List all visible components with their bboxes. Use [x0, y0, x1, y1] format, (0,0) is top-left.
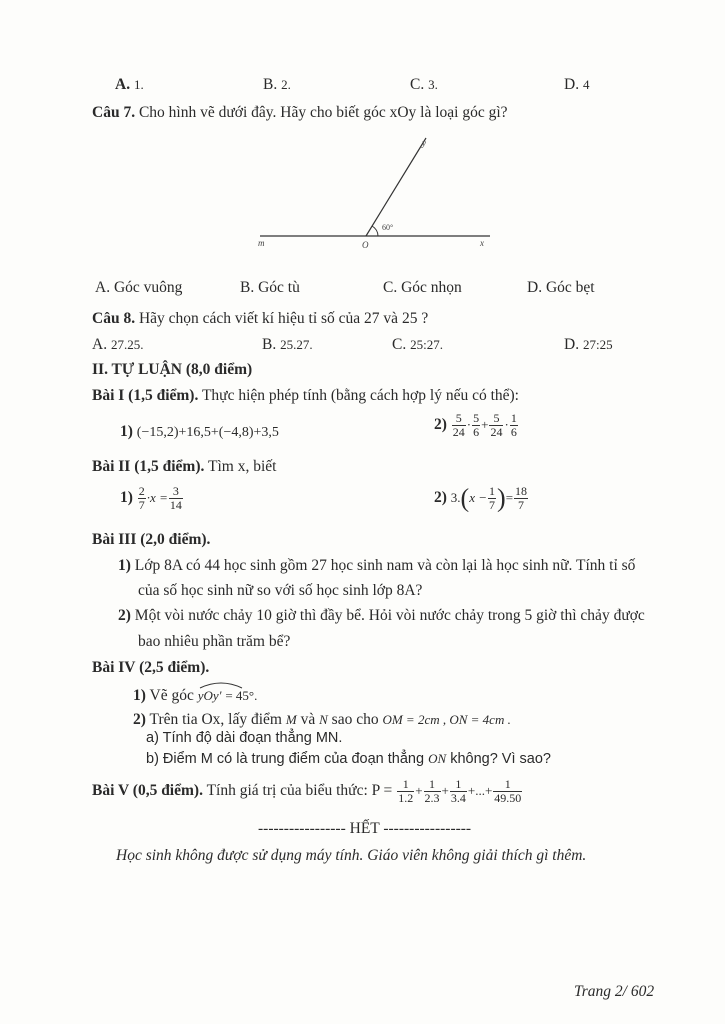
bai3-heading: Bài III (2,0 điểm).	[92, 531, 211, 548]
bai4-part1: 1) Vẽ góc yOy' = 45°.	[133, 685, 257, 705]
bai4-part2: 2) Trên tia Ox, lấy điểm M và N sao cho OM = 2cm , ON = 4cm .	[133, 711, 511, 728]
bai5: Bài V (0,5 điểm). Tính giá trị của biểu thức: P = $\frac{1}{1.2}$ + $\frac{1}{2.3}$ + $\frac{1}{3.4}$ +...+ $\frac{1}{49.50}$	[92, 777, 522, 805]
angle-notation: yOy'	[198, 685, 222, 704]
q8-option-b: B. 25.27.	[262, 336, 313, 353]
q6-option-b: B. 2.	[263, 76, 291, 93]
angle-arc	[372, 226, 378, 236]
label-m: m	[258, 238, 265, 248]
bai1-heading: Bài I (1,5 điểm). Thực hiện phép tính (bằng cách hợp lý nếu có thể):	[92, 387, 519, 404]
angle-figure	[250, 132, 500, 257]
q7-option-b: B. Góc tù	[240, 279, 300, 296]
bai2-part1: 1) $\frac{2}{7}$ ·x = $\frac{3}{14}$	[120, 484, 182, 512]
label-y: y	[422, 138, 426, 148]
bai3-part1-line1: 1) Lớp 8A có 44 học sinh gồm 27 học sinh nam và còn lại là học sinh nữ. Tính tỉ số	[118, 557, 636, 574]
q7-option-a: A. Góc vuông	[95, 279, 183, 296]
label-x: x	[480, 238, 484, 248]
bai3-part2-line2: bao nhiêu phần trăm bể?	[138, 633, 291, 650]
label-o: O	[362, 240, 369, 250]
label-angle: 60°	[382, 223, 394, 232]
part2-heading: II. TỰ LUẬN (8,0 điểm)	[92, 361, 253, 378]
ray-oy	[366, 138, 426, 236]
q6-option-d: D. 4	[564, 76, 590, 93]
q7-option-d: D. Góc bẹt	[527, 279, 595, 296]
bai4-part-a: a) Tính độ dài đoạn thẳng MN.	[146, 730, 343, 746]
bai1-part1: 1) (−15,2)+16,5+(−4,8)+3,5	[120, 423, 279, 440]
bai3-part2-line1: 2) Một vòi nước chảy 10 giờ thì đầy bể. Hỏi vòi nước chảy trong 5 giờ thì chảy được	[118, 607, 645, 624]
q6-option-a: A. 1.	[115, 76, 144, 93]
q8-option-a: A. 27.25.	[92, 336, 144, 353]
q7-option-c: C. Góc nhọn	[383, 279, 462, 296]
bai4-heading: Bài IV (2,5 điểm).	[92, 659, 210, 676]
page-number: Trang 2/ 602	[574, 983, 655, 1000]
q8-option-c: C. 25:27.	[392, 336, 443, 353]
bai4-part-b: b) Điểm M có là trung điểm của đoạn thẳng ON không? Vì sao?	[146, 751, 551, 767]
footer-note: Học sinh không được sử dụng máy tính. Giáo viên không giải thích gì thêm.	[116, 847, 587, 864]
bai2-heading: Bài II (1,5 điểm). Tìm x, biết	[92, 458, 277, 475]
bai2-part2: 2) 3.(x − $\frac{1}{7}$ )= $\frac{18}{7}$	[434, 483, 528, 513]
bai3-part1-line2: của số học sinh nữ so với số học sinh lớp 8A?	[138, 582, 423, 599]
q6-option-c: C. 3.	[410, 76, 438, 93]
q8-question: Câu 8. Hãy chọn cách viết kí hiệu tỉ số của 27 và 25 ?	[92, 310, 429, 327]
end-marker: ----------------- HẾT -----------------	[258, 820, 472, 837]
q8-option-d: D. 27:25	[564, 336, 613, 353]
q7-question: Câu 7. Cho hình vẽ dưới đây. Hãy cho biết góc xOy là loại góc gì?	[92, 104, 508, 121]
bai1-part2: 2) $\frac{5}{24}$ · $\frac{5}{6}$ + $\frac{5}{24}$ · $\frac{1}{6}$	[434, 411, 517, 439]
